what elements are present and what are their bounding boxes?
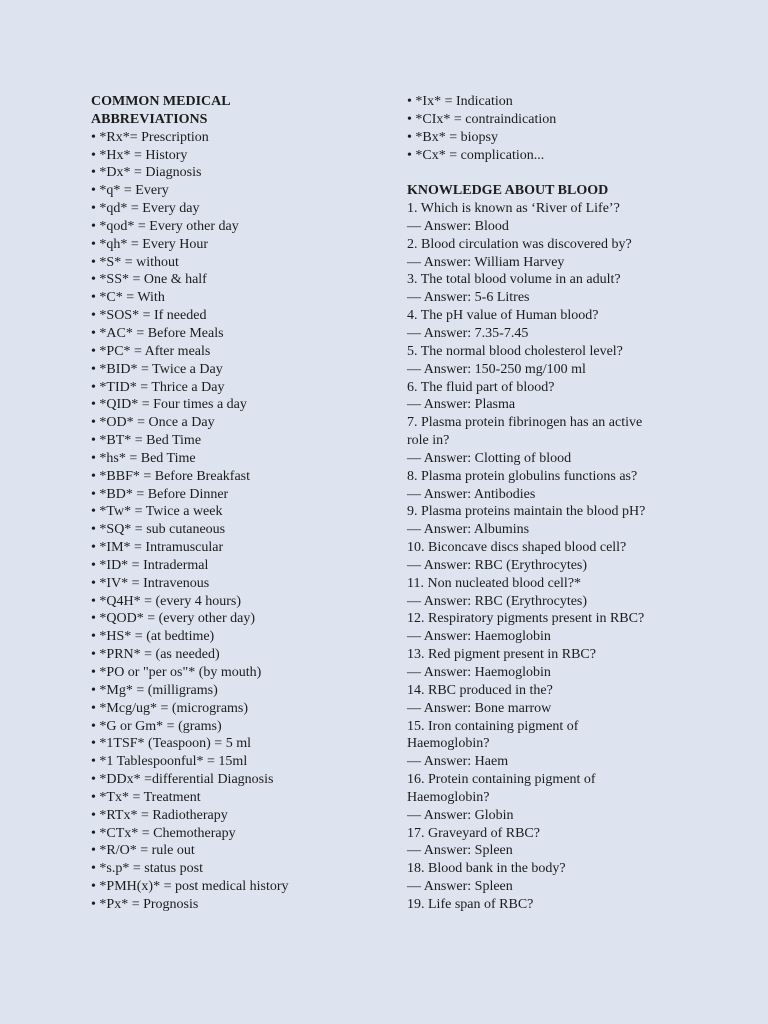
abbreviation-item: • *SS* = One & half: [91, 272, 207, 288]
quiz-question-line: 13. Red pigment present in RBC?: [407, 647, 596, 663]
abbreviation-item: • *QOD* = (every other day): [91, 611, 256, 627]
quiz-answer: — Answer: Blood: [407, 218, 509, 234]
quiz-question-line: 15. Iron containing pigment of: [407, 718, 579, 734]
quiz-answer: — Answer: Globin: [407, 807, 514, 823]
abbreviation-item: • *s.p* = status post: [91, 861, 203, 877]
quiz-question-line: 19. Life span of RBC?: [407, 896, 534, 912]
quiz-question-line: 3. The total blood volume in an adult?: [407, 272, 621, 288]
quiz-answer: — Answer: Bone marrow: [407, 700, 552, 716]
quiz-answer: — Answer: Haemoglobin: [407, 629, 551, 645]
abbreviation-item: • *qd* = Every day: [91, 201, 200, 217]
quiz-answer: — Answer: 7.35-7.45: [407, 325, 529, 341]
abbreviations-title: COMMON MEDICAL: [91, 94, 231, 109]
quiz-question-line: 7. Plasma protein fibrinogen has an active: [407, 415, 643, 431]
quiz-question-line: 18. Blood bank in the body?: [407, 861, 566, 877]
quiz-answer: — Answer: RBC (Erythrocytes): [407, 593, 588, 609]
abbreviation-item: • *CIx* = contraindication: [407, 111, 557, 127]
quiz-answer: — Answer: Antibodies: [407, 486, 536, 502]
quiz-question-line: 10. Biconcave discs shaped blood cell?: [407, 540, 627, 556]
abbreviation-item: • *R/O* = rule out: [91, 843, 195, 859]
quiz-answer: — Answer: Haem: [407, 754, 509, 770]
quiz-question-line: 8. Plasma protein globulins functions as?: [407, 468, 638, 484]
quiz-question-line: 14. RBC produced in the?: [407, 682, 553, 698]
abbreviation-item: • *1 Tablespoonful* = 15ml: [91, 754, 248, 770]
abbreviation-item: • *C* = With: [91, 290, 165, 306]
abbreviation-item: • *Q4H* = (every 4 hours): [91, 593, 242, 609]
quiz-question-line: 6. The fluid part of blood?: [407, 379, 555, 395]
quiz-question-line: 2. Blood circulation was discovered by?: [407, 236, 632, 252]
abbreviation-item: • *Rx*= Prescription: [91, 129, 209, 145]
quiz-question-line: 9. Plasma proteins maintain the blood pH?: [407, 504, 646, 520]
abbreviation-item: • *BID* = Twice a Day: [91, 361, 223, 377]
abbreviation-item: • *SQ* = sub cutaneous: [91, 522, 226, 538]
abbreviation-item: • *CTx* = Chemotherapy: [91, 825, 236, 841]
abbreviation-item: • *G or Gm* = (grams): [91, 718, 222, 734]
blood-quiz-column: [407, 93, 707, 914]
abbreviation-item: • *BD* = Before Dinner: [91, 486, 229, 502]
abbreviation-item: • *TID* = Thrice a Day: [91, 379, 225, 395]
abbreviation-item: • *q* = Every: [91, 183, 169, 199]
abbreviation-item: • *Hx* = History: [91, 147, 188, 163]
abbreviation-item: • *PMH(x)* = post medical history: [91, 879, 289, 895]
abbreviation-item: • *IV* = Intravenous: [91, 575, 210, 591]
quiz-question-line: 12. Respiratory pigments present in RBC?: [407, 611, 645, 627]
section-gap: [407, 164, 707, 182]
abbreviation-item: • *Mg* = (milligrams): [91, 682, 218, 698]
abbreviation-item: • *RTx* = Radiotherapy: [91, 807, 228, 823]
quiz-answer: — Answer: 150-250 mg/100 ml: [407, 361, 586, 377]
abbreviation-item: • *PRN* = (as needed): [91, 647, 220, 663]
quiz-question-line: 5. The normal blood cholesterol level?: [407, 343, 623, 359]
abbreviation-item: • *qod* = Every other day: [91, 218, 239, 234]
abbreviations-column: [91, 93, 391, 914]
abbreviation-item: • *DDx* =differential Diagnosis: [91, 772, 274, 788]
abbreviations-title: ABBREVIATIONS: [91, 111, 208, 127]
abbreviation-item: • *Mcg/ug* = (micrograms): [91, 700, 249, 716]
quiz-question-line: 4. The pH value of Human blood?: [407, 308, 599, 324]
abbreviation-item: • *Dx* = Diagnosis: [91, 165, 202, 181]
abbreviation-item: • *qh* = Every Hour: [91, 236, 208, 252]
abbreviation-item: • *HS* = (at bedtime): [91, 629, 215, 645]
abbreviation-item: • *Px* = Prognosis: [91, 896, 199, 912]
abbreviation-item: • *PO or "per os"* (by mouth): [91, 665, 262, 680]
quiz-answer: — Answer: Haemoglobin: [407, 665, 551, 680]
quiz-answer: — Answer: RBC (Erythrocytes): [407, 557, 588, 573]
abbreviation-item: • *PC* = After meals: [91, 343, 211, 359]
quiz-answer: — Answer: Spleen: [407, 843, 513, 859]
abbreviation-item: • *QID* = Four times a day: [91, 397, 247, 413]
blood-quiz-title: KNOWLEDGE ABOUT BLOOD: [407, 183, 609, 199]
abbreviation-item: • *Bx* = biopsy: [407, 129, 498, 145]
abbreviation-item: • *IM* = Intramuscular: [91, 540, 224, 556]
abbreviation-item: • *BBF* = Before Breakfast: [91, 468, 250, 484]
quiz-answer: — Answer: Clotting of blood: [407, 450, 572, 466]
quiz-question-line: Haemoglobin?: [407, 736, 490, 752]
quiz-question-line: 17. Graveyard of RBC?: [407, 825, 540, 841]
abbreviation-item: • *Tx* = Treatment: [91, 789, 201, 805]
quiz-answer: — Answer: Plasma: [407, 397, 516, 413]
quiz-answer: — Answer: 5-6 Litres: [407, 290, 530, 306]
quiz-answer: — Answer: Spleen: [407, 879, 513, 895]
quiz-question-line: 16. Protein containing pigment of: [407, 772, 596, 788]
abbreviation-item: • *Tw* = Twice a week: [91, 504, 223, 520]
abbreviation-item: • *AC* = Before Meals: [91, 325, 224, 341]
quiz-answer: — Answer: Albumins: [407, 522, 530, 538]
quiz-answer: — Answer: William Harvey: [407, 254, 565, 270]
abbreviation-item: • *1TSF* (Teaspoon) = 5 ml: [91, 736, 251, 752]
abbreviation-item: • *ID* = Intradermal: [91, 557, 209, 573]
abbreviation-item: • *S* = without: [91, 254, 179, 270]
abbreviation-item: • *BT* = Bed Time: [91, 433, 202, 449]
abbreviation-item: • *SOS* = If needed: [91, 308, 207, 324]
quiz-question-line: 1. Which is known as ‘River of Life’?: [407, 201, 620, 217]
quiz-question-line: role in?: [407, 433, 450, 449]
quiz-question-line: Haemoglobin?: [407, 789, 490, 805]
abbreviation-item: • *OD* = Once a Day: [91, 415, 215, 431]
abbreviation-item: • *hs* = Bed Time: [91, 450, 196, 466]
abbreviation-item: • *Ix* = Indication: [407, 94, 513, 109]
abbreviation-item: • *Cx* = complication...: [407, 147, 545, 163]
quiz-question-line: 11. Non nucleated blood cell?*: [407, 575, 582, 591]
